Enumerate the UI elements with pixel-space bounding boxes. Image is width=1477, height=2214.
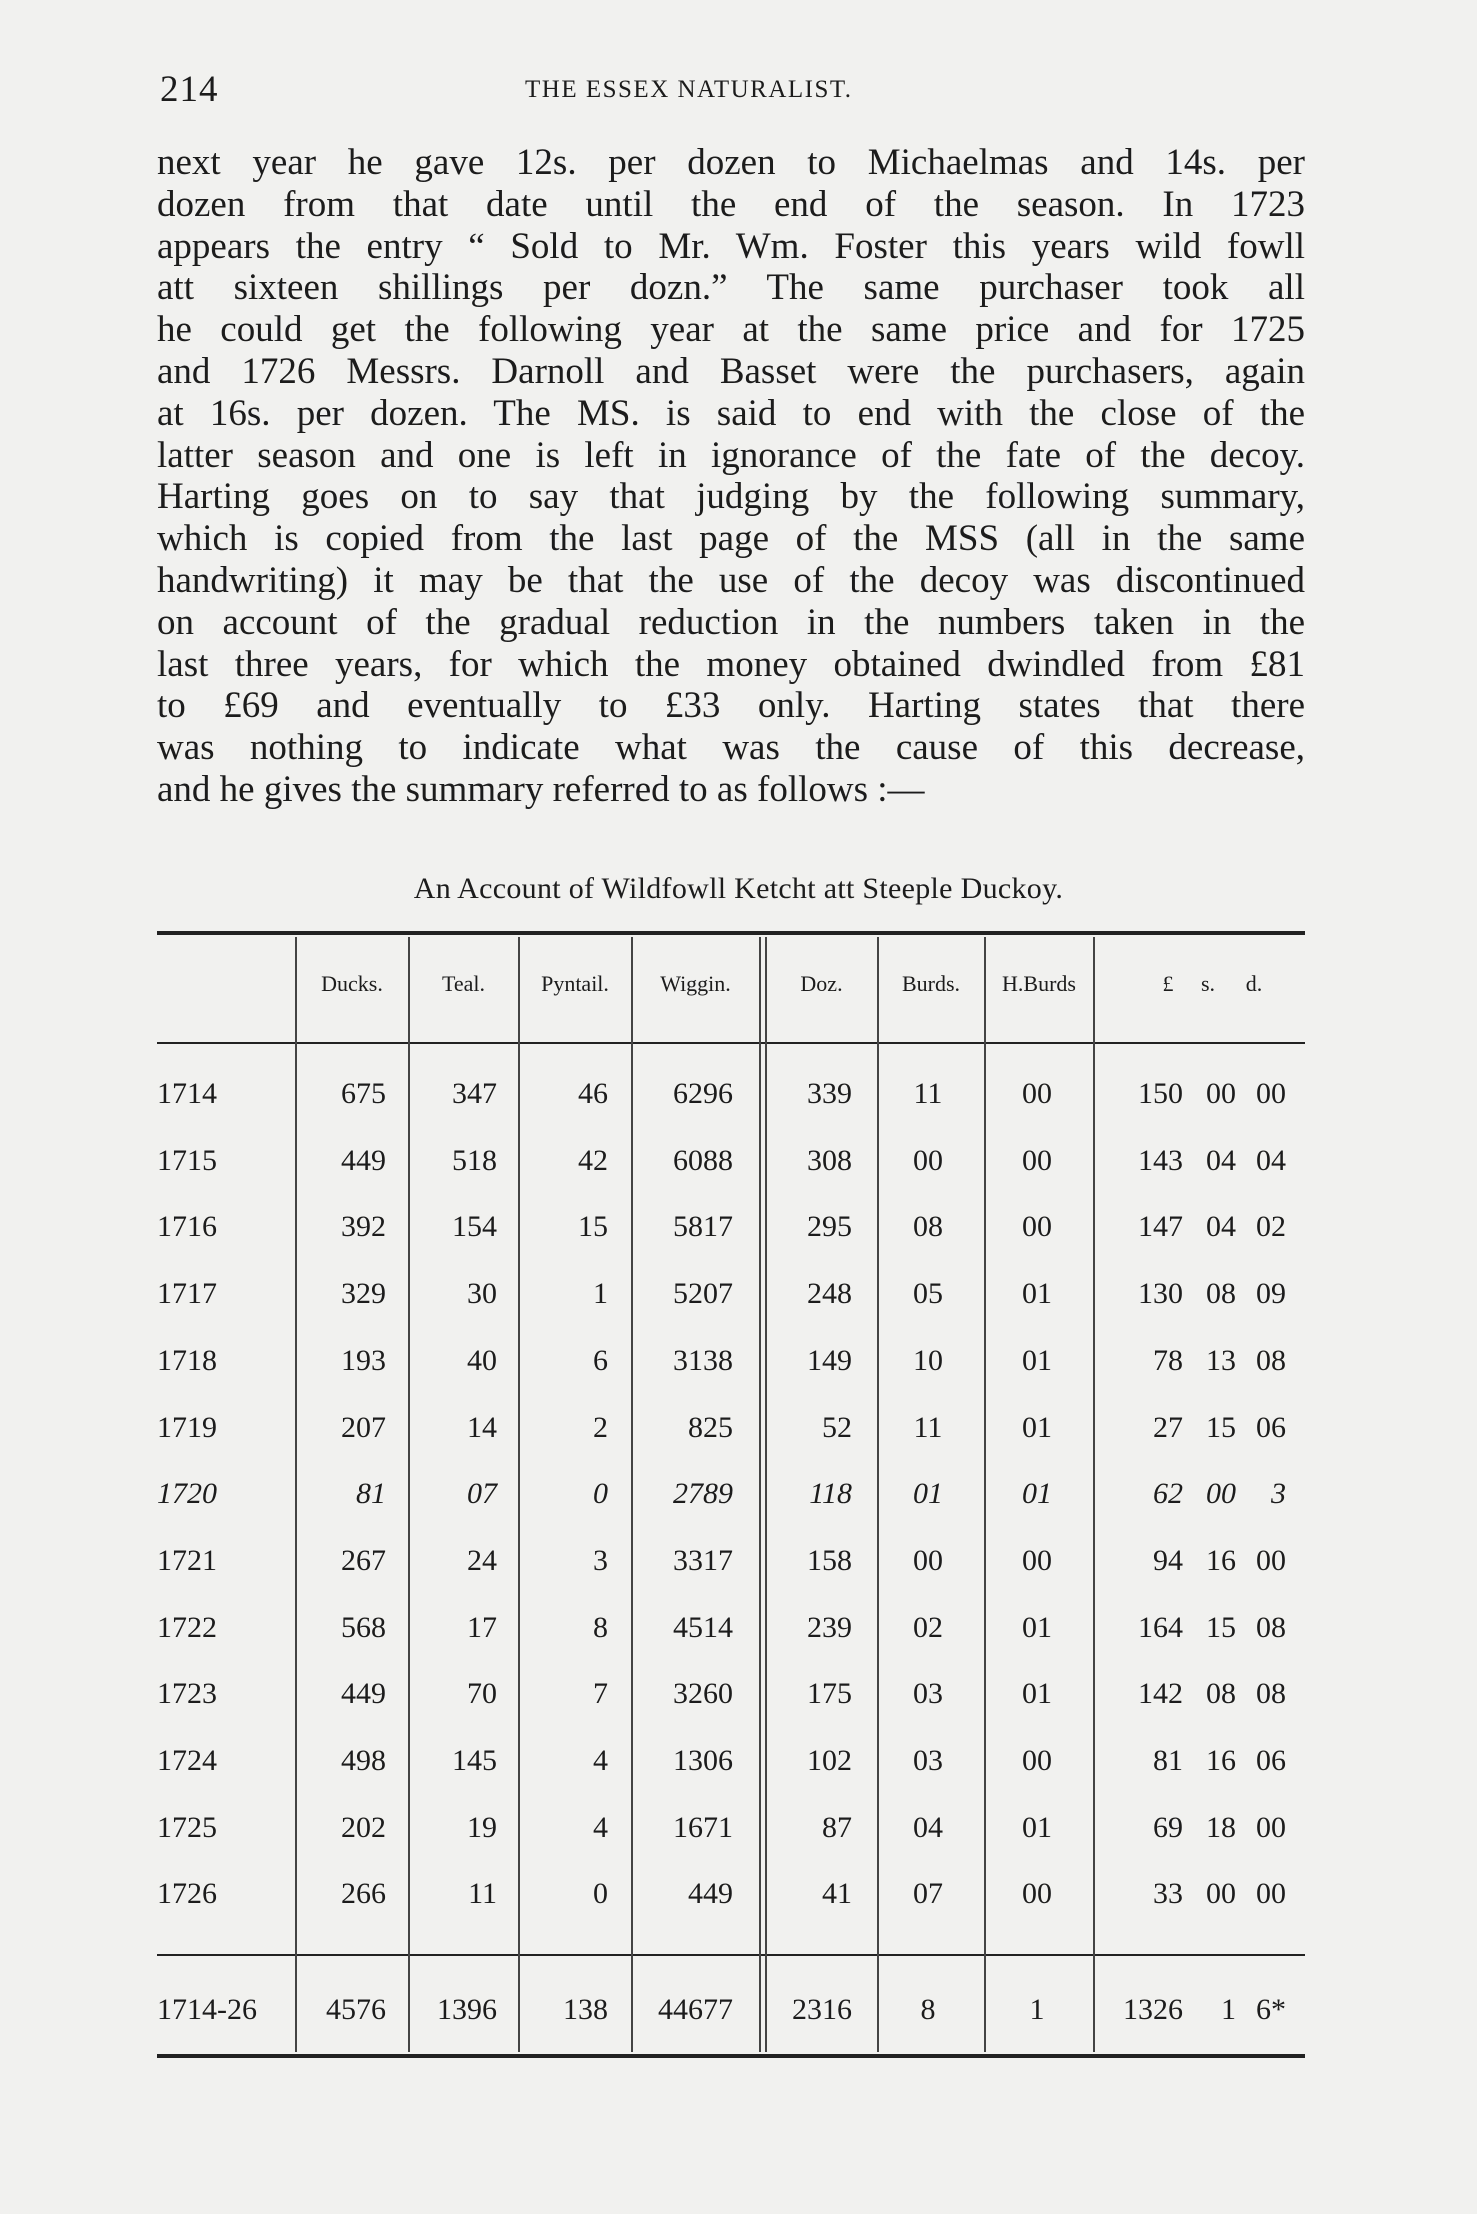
doz-cell: 248 <box>807 1277 852 1310</box>
year-cell: 1717 <box>157 1277 217 1310</box>
pyntail-cell: 138 <box>563 1993 608 2026</box>
wiggin-cell: 44677 <box>658 1993 733 2026</box>
pence-cell: 04 <box>1256 1144 1286 1177</box>
shillings-cell: 00 <box>1206 1477 1236 1510</box>
column-header: Ducks. <box>321 971 383 996</box>
year-cell: 1714-26 <box>157 1993 257 2026</box>
burds-cell: 03 <box>913 1677 943 1710</box>
year-cell: 1723 <box>157 1677 217 1710</box>
burds-cell: 03 <box>913 1744 943 1777</box>
ducks-cell: 81 <box>356 1477 386 1510</box>
pence-cell: 00 <box>1256 1077 1286 1110</box>
hburds-cell: 00 <box>1022 1744 1052 1777</box>
burds-cell: 07 <box>913 1877 943 1910</box>
pyntail-cell: 0 <box>593 1477 608 1510</box>
burds-cell: 10 <box>913 1344 943 1377</box>
teal-cell: 1396 <box>437 1993 497 2026</box>
burds-cell: 01 <box>913 1477 943 1510</box>
pyntail-cell: 4 <box>593 1744 608 1777</box>
shillings-cell: 1 <box>1221 1993 1236 2026</box>
text-line: he could get the following year at the same price and for 1725 <box>157 309 1305 351</box>
hburds-cell: 01 <box>1022 1477 1052 1510</box>
doz-cell: 2316 <box>792 1993 852 2026</box>
teal-cell: 24 <box>467 1544 497 1577</box>
shillings-cell: 15 <box>1206 1611 1236 1644</box>
shillings-cell: 00 <box>1206 1077 1236 1110</box>
ducks-cell: 193 <box>341 1344 386 1377</box>
pence-cell: 06 <box>1256 1744 1286 1777</box>
pence-cell: 09 <box>1256 1277 1286 1310</box>
pounds-cell: 94 <box>1153 1544 1183 1577</box>
wiggin-cell: 6088 <box>673 1144 733 1177</box>
shillings-cell: 08 <box>1206 1277 1236 1310</box>
pounds-cell: 164 <box>1138 1611 1183 1644</box>
hburds-cell: 01 <box>1022 1811 1052 1844</box>
pounds-cell: 130 <box>1138 1277 1183 1310</box>
pence-cell: 08 <box>1256 1611 1286 1644</box>
teal-cell: 07 <box>467 1477 497 1510</box>
wiggin-cell: 1306 <box>673 1744 733 1777</box>
text-line: at 16s. per dozen. The MS. is said to end with the close of the <box>157 392 1305 434</box>
column-header: Pyntail. <box>541 971 609 996</box>
ducks-cell: 329 <box>341 1277 386 1310</box>
teal-cell: 70 <box>467 1677 497 1710</box>
ducks-cell: 202 <box>341 1811 386 1844</box>
pence-cell: 02 <box>1256 1210 1286 1243</box>
doz-cell: 308 <box>807 1144 852 1177</box>
burds-cell: 8 <box>920 1993 936 2026</box>
text-line: latter season and one is left in ignorance of the fate of the decoy. <box>157 434 1305 476</box>
text-line: handwriting) it may be that the use of the decoy was discontinued <box>157 559 1305 601</box>
pyntail-cell: 15 <box>578 1210 608 1243</box>
shillings-cell: 15 <box>1206 1411 1236 1444</box>
pyntail-cell: 1 <box>593 1277 608 1310</box>
table-bottom-rule <box>157 2054 1305 2058</box>
ducks-cell: 266 <box>341 1877 386 1910</box>
pyntail-cell: 4 <box>593 1811 608 1844</box>
pyntail-cell: 2 <box>593 1411 608 1444</box>
pence-cell: 6* <box>1256 1993 1286 2026</box>
table-caption: An Account of Wildfowll Ketcht att Steeple Duckoy. <box>413 872 1064 905</box>
body-paragraph <box>157 142 1305 811</box>
hburds-cell: 01 <box>1022 1611 1052 1644</box>
table-top-rule <box>157 931 1305 935</box>
hburds-cell: 00 <box>1022 1877 1052 1910</box>
wiggin-cell: 825 <box>688 1411 733 1444</box>
doz-cell: 118 <box>809 1477 852 1510</box>
doz-cell: 87 <box>822 1811 852 1844</box>
year-cell: 1718 <box>157 1344 217 1377</box>
text-line: last three years, for which the money obtained dwindled from £81 <box>157 643 1305 685</box>
wiggin-cell: 3138 <box>673 1344 733 1377</box>
page-header <box>160 68 1310 118</box>
hburds-cell: 01 <box>1022 1677 1052 1710</box>
burds-cell: 08 <box>913 1210 943 1243</box>
hburds-cell: 01 <box>1022 1277 1052 1310</box>
text-line: and 1726 Messrs. Darnoll and Basset were the purchasers, again <box>157 350 1305 392</box>
pounds-cell: 150 <box>1138 1077 1183 1110</box>
shillings-cell: 13 <box>1206 1344 1236 1377</box>
teal-cell: 145 <box>452 1744 497 1777</box>
teal-cell: 17 <box>467 1611 497 1644</box>
column-divider <box>877 937 879 2052</box>
doz-cell: 295 <box>807 1210 852 1243</box>
shillings-cell: 18 <box>1206 1811 1236 1844</box>
burds-cell: 11 <box>913 1077 943 1110</box>
column-header: d. <box>1245 971 1263 996</box>
shillings-cell: 16 <box>1206 1744 1236 1777</box>
doz-cell: 102 <box>807 1744 852 1777</box>
doz-cell: 52 <box>822 1411 852 1444</box>
teal-cell: 154 <box>452 1210 497 1243</box>
year-cell: 1725 <box>157 1811 217 1844</box>
doz-cell: 158 <box>807 1544 852 1577</box>
shillings-cell: 00 <box>1206 1877 1236 1910</box>
hburds-cell: 00 <box>1022 1210 1052 1243</box>
text-line: appears the entry “ Sold to Mr. Wm. Foster this years wild fowll <box>157 225 1305 267</box>
hburds-cell: 01 <box>1022 1411 1052 1444</box>
text-line: to £69 and eventually to £33 only. Harting states that there <box>157 685 1305 727</box>
pounds-cell: 1326 <box>1123 1993 1183 2026</box>
teal-cell: 30 <box>467 1277 497 1310</box>
year-cell: 1716 <box>157 1210 217 1243</box>
wiggin-cell: 1671 <box>673 1811 733 1844</box>
ducks-cell: 498 <box>341 1744 386 1777</box>
doz-cell: 239 <box>807 1611 852 1644</box>
teal-cell: 19 <box>467 1811 497 1844</box>
wiggin-cell: 5207 <box>673 1277 733 1310</box>
wiggin-cell: 4514 <box>673 1611 733 1644</box>
pence-cell: 3 <box>1271 1477 1286 1510</box>
year-cell: 1722 <box>157 1611 217 1644</box>
text-line: Harting goes on to say that judging by the following summary, <box>157 476 1305 518</box>
wiggin-cell: 3260 <box>673 1677 733 1710</box>
column-header: Teal. <box>441 971 486 996</box>
teal-cell: 40 <box>467 1344 497 1377</box>
pence-cell: 08 <box>1256 1677 1286 1710</box>
ducks-cell: 675 <box>341 1077 386 1110</box>
text-line: dozen from that date until the end of the season. In 1723 <box>157 183 1305 225</box>
pounds-cell: 69 <box>1153 1811 1183 1844</box>
year-cell: 1714 <box>157 1077 217 1110</box>
column-divider <box>984 937 986 2052</box>
burds-cell: 00 <box>913 1144 943 1177</box>
ducks-cell: 449 <box>341 1144 386 1177</box>
column-header: Doz. <box>800 971 843 996</box>
burds-cell: 00 <box>913 1544 943 1577</box>
pence-cell: 00 <box>1256 1877 1286 1910</box>
wiggin-cell: 2789 <box>673 1477 733 1510</box>
shillings-cell: 04 <box>1206 1210 1236 1243</box>
pyntail-cell: 7 <box>593 1677 608 1710</box>
burds-cell: 02 <box>913 1611 943 1644</box>
doz-cell: 149 <box>807 1344 852 1377</box>
ducks-cell: 4576 <box>326 1993 386 2026</box>
column-header: Burds. <box>901 971 961 996</box>
year-cell: 1715 <box>157 1144 217 1177</box>
column-header: £ <box>1162 971 1174 996</box>
wiggin-cell: 6296 <box>673 1077 733 1110</box>
pence-cell: 08 <box>1256 1344 1286 1377</box>
column-header: H.Burds <box>1002 971 1076 996</box>
page-number: 214 <box>160 69 219 110</box>
hburds-cell: 1 <box>1029 1993 1045 2026</box>
pyntail-cell: 0 <box>593 1877 608 1910</box>
column-header: s. <box>1200 971 1216 996</box>
wiggin-cell: 5817 <box>673 1210 733 1243</box>
text-line: which is copied from the last page of the MSS (all in the same <box>157 518 1305 560</box>
year-cell: 1721 <box>157 1544 217 1577</box>
ducks-cell: 392 <box>341 1210 386 1243</box>
pounds-cell: 62 <box>1153 1477 1183 1510</box>
total-top-rule <box>157 1954 1305 1956</box>
shillings-cell: 08 <box>1206 1677 1236 1710</box>
text-line: and he gives the summary referred to as follows :— <box>157 768 925 810</box>
year-cell: 1720 <box>157 1477 217 1510</box>
wiggin-cell: 3317 <box>673 1544 733 1577</box>
pounds-cell: 78 <box>1153 1344 1183 1377</box>
text-line: att sixteen shillings per dozn.” The same purchaser took all <box>157 267 1305 309</box>
hburds-cell: 00 <box>1022 1077 1052 1110</box>
doz-cell: 41 <box>822 1877 852 1910</box>
pence-cell: 00 <box>1256 1544 1286 1577</box>
hburds-cell: 01 <box>1022 1344 1052 1377</box>
pounds-cell: 143 <box>1138 1144 1183 1177</box>
year-cell: 1724 <box>157 1744 217 1777</box>
ducks-cell: 568 <box>341 1611 386 1644</box>
teal-cell: 518 <box>452 1144 497 1177</box>
column-header: Wiggin. <box>660 971 731 996</box>
teal-cell: 347 <box>452 1077 497 1110</box>
teal-cell: 14 <box>467 1411 497 1444</box>
running-head: THE ESSEX NATURALIST. <box>525 76 853 103</box>
year-cell: 1726 <box>157 1877 217 1910</box>
pyntail-cell: 3 <box>593 1544 608 1577</box>
year-cell: 1719 <box>157 1411 217 1444</box>
pyntail-cell: 8 <box>593 1611 608 1644</box>
teal-cell: 11 <box>468 1877 497 1910</box>
burds-cell: 11 <box>913 1411 943 1444</box>
wiggin-cell: 449 <box>688 1877 733 1910</box>
pounds-cell: 147 <box>1138 1210 1183 1243</box>
pence-cell: 00 <box>1256 1811 1286 1844</box>
ducks-cell: 207 <box>341 1411 386 1444</box>
pounds-cell: 142 <box>1138 1677 1183 1710</box>
burds-cell: 05 <box>913 1277 943 1310</box>
burds-cell: 04 <box>913 1811 943 1844</box>
hburds-cell: 00 <box>1022 1544 1052 1577</box>
pyntail-cell: 42 <box>578 1144 608 1177</box>
ducks-cell: 449 <box>341 1677 386 1710</box>
text-line: was nothing to indicate what was the cause of this decrease, <box>157 727 1305 769</box>
hburds-cell: 00 <box>1022 1144 1052 1177</box>
shillings-cell: 16 <box>1206 1544 1236 1577</box>
pyntail-cell: 46 <box>578 1077 608 1110</box>
doz-cell: 339 <box>807 1077 852 1110</box>
pounds-cell: 27 <box>1153 1411 1183 1444</box>
shillings-cell: 04 <box>1206 1144 1236 1177</box>
pyntail-cell: 6 <box>593 1344 608 1377</box>
pence-cell: 06 <box>1256 1411 1286 1444</box>
header-bottom-rule <box>157 1042 1305 1044</box>
text-line: on account of the gradual reduction in the numbers taken in the <box>157 601 1305 643</box>
pounds-cell: 81 <box>1153 1744 1183 1777</box>
ducks-cell: 267 <box>341 1544 386 1577</box>
doz-cell: 175 <box>807 1677 852 1710</box>
text-line: next year he gave 12s. per dozen to Michaelmas and 14s. per <box>157 142 1305 183</box>
pounds-cell: 33 <box>1153 1877 1183 1910</box>
